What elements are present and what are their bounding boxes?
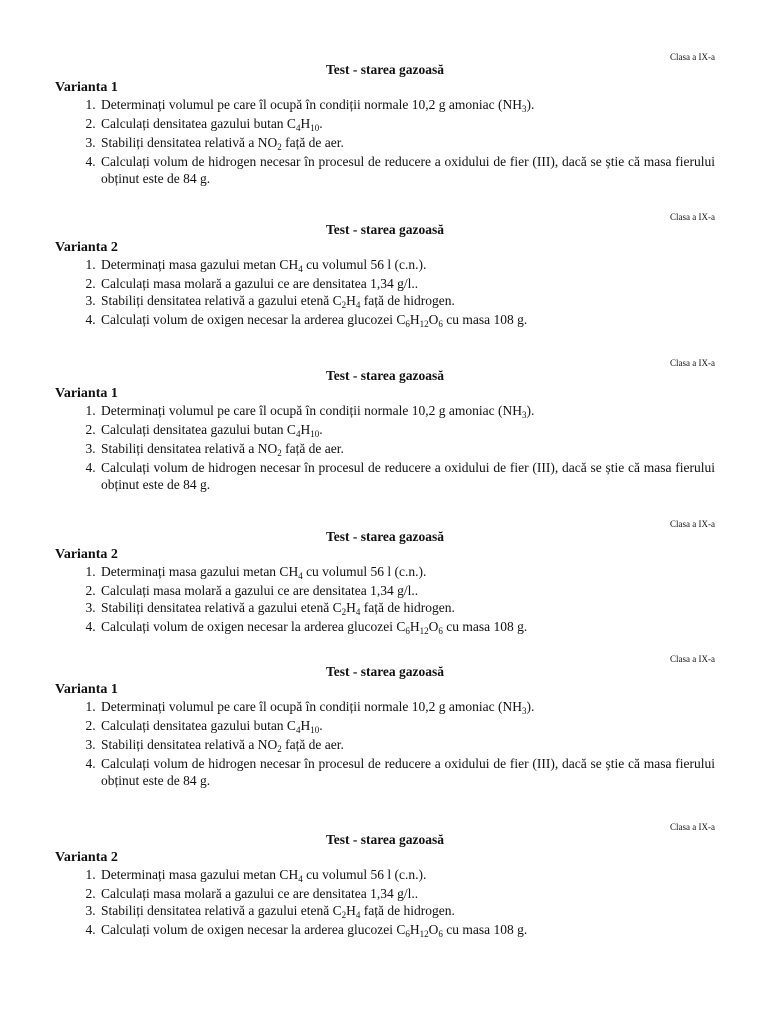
- question-text: Stabiliți densitatea relativă a NO: [101, 441, 278, 456]
- variant-heading: Varianta 2: [55, 850, 118, 865]
- question-list: [55, 866, 715, 940]
- test-title: Test - starea gazoasă: [325, 664, 445, 679]
- test-title: Test - starea gazoasă: [325, 222, 445, 237]
- subscript: 3: [522, 104, 527, 114]
- question-text: H: [300, 718, 311, 733]
- question-text: .: [319, 422, 323, 437]
- question-text: H: [300, 116, 311, 131]
- variant-heading: Varianta 2: [55, 240, 118, 255]
- question-text: Determinați masa gazului metan CH: [101, 564, 299, 579]
- subscript: 4: [355, 910, 361, 920]
- question-text: Calculați volum de hidrogen necesar în procesul de reducere a oxidului de fier (III), dacă se știe că masa fierului obținut este de 84 g.: [101, 154, 715, 186]
- question-item: [99, 440, 715, 459]
- subscript: 6: [405, 319, 410, 329]
- question-item: [99, 153, 715, 187]
- question-text: Calculați volum de hidrogen necesar în procesul de reducere a oxidului de fier (III), dacă se știe că masa fierului obținut este de 84 g.: [101, 460, 715, 492]
- question-item: [99, 421, 715, 440]
- subscript: 6: [405, 626, 410, 636]
- question-item: [99, 618, 715, 637]
- question-item: [99, 736, 715, 755]
- class-label: Clasa a IX-a: [670, 358, 715, 368]
- class-label: Clasa a IX-a: [670, 52, 715, 62]
- question-text: H: [346, 293, 356, 308]
- question-text: Calculați volum de oxigen necesar la arderea glucozei C: [101, 922, 406, 937]
- subscript: 2: [341, 607, 347, 617]
- subscript: 4: [298, 264, 303, 274]
- question-item: [99, 292, 715, 311]
- question-text: față de hidrogen.: [360, 600, 455, 615]
- subscript: 4: [355, 607, 361, 617]
- question-item: [99, 134, 715, 153]
- question-text: O: [428, 922, 439, 937]
- variant-heading: Varianta 1: [55, 682, 118, 697]
- test-title: Test - starea gazoasă: [325, 832, 445, 847]
- subscript: 10: [310, 429, 320, 439]
- question-text: față de hidrogen.: [360, 293, 455, 308]
- subscript: 6: [438, 929, 443, 939]
- question-text: cu masa 108 g.: [442, 619, 528, 634]
- question-text: ).: [526, 403, 535, 418]
- question-item: [99, 866, 715, 885]
- question-text: H: [346, 600, 356, 615]
- question-text: Stabiliți densitatea relativă a gazului etenă C: [101, 600, 342, 615]
- test-title: Test - starea gazoasă: [325, 62, 445, 77]
- question-text: H: [409, 619, 420, 634]
- question-text: Calculați masa molară a gazului ce are densitatea 1,34 g/l..: [101, 583, 419, 598]
- question-text: cu masa 108 g.: [442, 922, 528, 937]
- question-text: față de aer.: [281, 441, 344, 456]
- question-item: [99, 256, 715, 275]
- question-text: cu masa 108 g.: [442, 312, 528, 327]
- subscript: 3: [522, 706, 527, 716]
- question-text: Stabiliți densitatea relativă a gazului etenă C: [101, 293, 342, 308]
- subscript: 12: [419, 929, 429, 939]
- question-text: Determinați masa gazului metan CH: [101, 867, 299, 882]
- question-text: cu volumul 56 l (c.n.).: [302, 564, 427, 579]
- subscript: 10: [310, 123, 320, 133]
- question-item: [99, 96, 715, 115]
- question-item: [99, 275, 715, 292]
- question-item: [99, 311, 715, 330]
- class-label: Clasa a IX-a: [670, 212, 715, 222]
- question-text: Stabiliți densitatea relativă a NO: [101, 135, 278, 150]
- subscript: 3: [522, 410, 527, 420]
- question-text: Calculați densitatea gazului butan C: [101, 116, 296, 131]
- question-item: [99, 459, 715, 493]
- question-item: [99, 698, 715, 717]
- test-title: Test - starea gazoasă: [325, 368, 445, 383]
- question-text: Calculați densitatea gazului butan C: [101, 718, 296, 733]
- variant-heading: Varianta 1: [55, 386, 118, 401]
- subscript: 4: [295, 429, 301, 439]
- variant-heading: Varianta 1: [55, 80, 118, 95]
- subscript: 2: [341, 300, 347, 310]
- question-text: Calculați volum de oxigen necesar la arderea glucozei C: [101, 312, 406, 327]
- question-text: Determinați volumul pe care îl ocupă în condiții normale 10,2 g amoniac (NH: [101, 403, 522, 418]
- question-item: [99, 755, 715, 789]
- question-item: [99, 563, 715, 582]
- subscript: 6: [438, 626, 443, 636]
- question-item: [99, 582, 715, 599]
- question-list: [55, 698, 715, 789]
- subscript: 2: [277, 448, 282, 458]
- question-text: Determinați volumul pe care îl ocupă în condiții normale 10,2 g amoniac (NH: [101, 699, 522, 714]
- question-list: [55, 256, 715, 330]
- subscript: 2: [341, 910, 347, 920]
- subscript: 4: [295, 725, 301, 735]
- question-text: Determinați volumul pe care îl ocupă în condiții normale 10,2 g amoniac (NH: [101, 97, 522, 112]
- subscript: 12: [419, 319, 429, 329]
- question-text: față de hidrogen.: [360, 903, 455, 918]
- subscript: 4: [355, 300, 361, 310]
- question-text: H: [300, 422, 311, 437]
- question-text: H: [409, 922, 420, 937]
- subscript: 2: [277, 142, 282, 152]
- question-text: Determinați masa gazului metan CH: [101, 257, 299, 272]
- question-text: H: [346, 903, 356, 918]
- question-text: cu volumul 56 l (c.n.).: [302, 257, 427, 272]
- question-text: .: [319, 116, 323, 131]
- question-text: O: [428, 619, 439, 634]
- question-item: [99, 599, 715, 618]
- question-text: ).: [526, 97, 535, 112]
- class-label: Clasa a IX-a: [670, 822, 715, 832]
- question-text: Stabiliți densitatea relativă a gazului etenă C: [101, 903, 342, 918]
- subscript: 4: [298, 571, 303, 581]
- question-text: Stabiliți densitatea relativă a NO: [101, 737, 278, 752]
- question-text: Calculați masa molară a gazului ce are densitatea 1,34 g/l..: [101, 276, 419, 291]
- question-text: O: [428, 312, 439, 327]
- question-list: [55, 96, 715, 187]
- question-item: [99, 921, 715, 940]
- subscript: 12: [419, 626, 429, 636]
- class-label: Clasa a IX-a: [670, 519, 715, 529]
- question-item: [99, 115, 715, 134]
- question-text: față de aer.: [281, 135, 344, 150]
- question-text: .: [319, 718, 323, 733]
- subscript: 4: [295, 123, 301, 133]
- subscript: 6: [438, 319, 443, 329]
- question-item: [99, 717, 715, 736]
- subscript: 2: [277, 744, 282, 754]
- question-list: [55, 402, 715, 493]
- question-item: [99, 885, 715, 902]
- question-text: Calculați volum de oxigen necesar la arderea glucozei C: [101, 619, 406, 634]
- subscript: 6: [405, 929, 410, 939]
- question-text: Calculați densitatea gazului butan C: [101, 422, 296, 437]
- class-label: Clasa a IX-a: [670, 654, 715, 664]
- question-text: cu volumul 56 l (c.n.).: [302, 867, 427, 882]
- question-text: H: [409, 312, 420, 327]
- question-item: [99, 402, 715, 421]
- question-text: ).: [526, 699, 535, 714]
- test-title: Test - starea gazoasă: [325, 529, 445, 544]
- question-list: [55, 563, 715, 637]
- question-text: față de aer.: [281, 737, 344, 752]
- variant-heading: Varianta 2: [55, 547, 118, 562]
- subscript: 10: [310, 725, 320, 735]
- subscript: 4: [298, 874, 303, 884]
- question-item: [99, 902, 715, 921]
- question-text: Calculați masa molară a gazului ce are densitatea 1,34 g/l..: [101, 886, 419, 901]
- question-text: Calculați volum de hidrogen necesar în procesul de reducere a oxidului de fier (III), dacă se știe că masa fierului obținut este de 84 g.: [101, 756, 715, 788]
